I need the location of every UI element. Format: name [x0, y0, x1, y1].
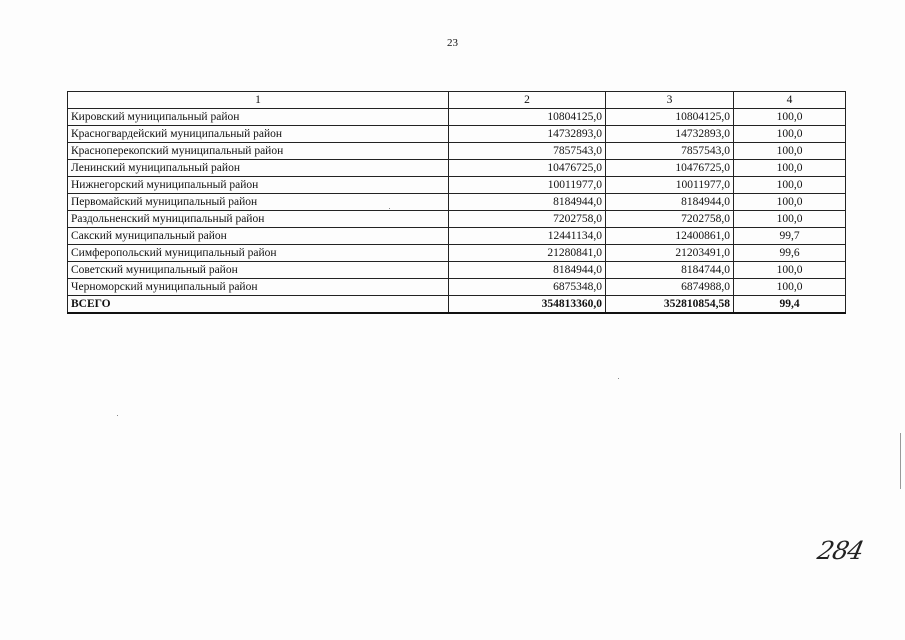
header-cell: 3 — [606, 92, 734, 109]
value-col-3: 8184944,0 — [606, 194, 734, 211]
value-col-2: 354813360,0 — [449, 296, 606, 314]
value-col-3: 8184744,0 — [606, 262, 734, 279]
value-col-3: 12400861,0 — [606, 228, 734, 245]
district-name: Ленинский муниципальный район — [68, 160, 449, 177]
district-name: Раздольненский муниципальный район — [68, 211, 449, 228]
scan-edge-mark — [900, 433, 901, 489]
scan-speck — [117, 415, 118, 416]
district-name: Нижнегорский муниципальный район — [68, 177, 449, 194]
district-name: Первомайский муниципальный район — [68, 194, 449, 211]
value-col-2: 10804125,0 — [449, 109, 606, 126]
table-row — [68, 126, 846, 143]
district-name: Красноперекопский муниципальный район — [68, 143, 449, 160]
district-name: Черноморский муниципальный район — [68, 279, 449, 296]
table-body — [68, 109, 846, 314]
value-col-2: 8184944,0 — [449, 262, 606, 279]
table-row — [68, 245, 846, 262]
table-row — [68, 228, 846, 245]
percent-col-4: 100,0 — [734, 262, 846, 279]
value-col-3: 7857543,0 — [606, 143, 734, 160]
percent-col-4: 100,0 — [734, 194, 846, 211]
percent-col-4: 100,0 — [734, 160, 846, 177]
percent-col-4: 100,0 — [734, 143, 846, 160]
percent-col-4: 100,0 — [734, 109, 846, 126]
value-col-3: 10804125,0 — [606, 109, 734, 126]
district-name: Кировский муниципальный район — [68, 109, 449, 126]
budget-table — [67, 91, 846, 314]
percent-col-4: 99,7 — [734, 228, 846, 245]
table-row — [68, 262, 846, 279]
header-cell: 4 — [734, 92, 846, 109]
value-col-2: 7202758,0 — [449, 211, 606, 228]
table-row — [68, 109, 846, 126]
table-row — [68, 160, 846, 177]
value-col-2: 8184944,0 — [449, 194, 606, 211]
percent-col-4: 100,0 — [734, 177, 846, 194]
table-row — [68, 211, 846, 228]
handwritten-page-mark: 284 — [814, 536, 866, 565]
percent-col-4: 100,0 — [734, 211, 846, 228]
value-col-2: 14732893,0 — [449, 126, 606, 143]
page-number: 23 — [447, 37, 458, 49]
value-col-3: 10011977,0 — [606, 177, 734, 194]
header-cell: 2 — [449, 92, 606, 109]
table-row — [68, 194, 846, 211]
district-name: Советский муниципальный район — [68, 262, 449, 279]
value-col-2: 7857543,0 — [449, 143, 606, 160]
scan-speck — [389, 208, 390, 209]
district-name: Красногвардейский муниципальный район — [68, 126, 449, 143]
table-row — [68, 279, 846, 296]
total-row — [68, 296, 846, 314]
value-col-3: 7202758,0 — [606, 211, 734, 228]
header-row — [68, 92, 846, 109]
value-col-3: 6874988,0 — [606, 279, 734, 296]
value-col-3: 10476725,0 — [606, 160, 734, 177]
value-col-3: 21203491,0 — [606, 245, 734, 262]
value-col-3: 352810854,58 — [606, 296, 734, 314]
scan-speck — [618, 378, 619, 379]
table-row — [68, 177, 846, 194]
district-name: Сакский муниципальный район — [68, 228, 449, 245]
percent-col-4: 100,0 — [734, 126, 846, 143]
value-col-2: 10011977,0 — [449, 177, 606, 194]
percent-col-4: 99,4 — [734, 296, 846, 314]
header-cell: 1 — [68, 92, 449, 109]
value-col-3: 14732893,0 — [606, 126, 734, 143]
value-col-2: 21280841,0 — [449, 245, 606, 262]
percent-col-4: 99,6 — [734, 245, 846, 262]
value-col-2: 6875348,0 — [449, 279, 606, 296]
value-col-2: 12441134,0 — [449, 228, 606, 245]
percent-col-4: 100,0 — [734, 279, 846, 296]
table-row — [68, 143, 846, 160]
value-col-2: 10476725,0 — [449, 160, 606, 177]
district-name: Симферопольский муниципальный район — [68, 245, 449, 262]
total-label: ВСЕГО — [68, 296, 449, 314]
